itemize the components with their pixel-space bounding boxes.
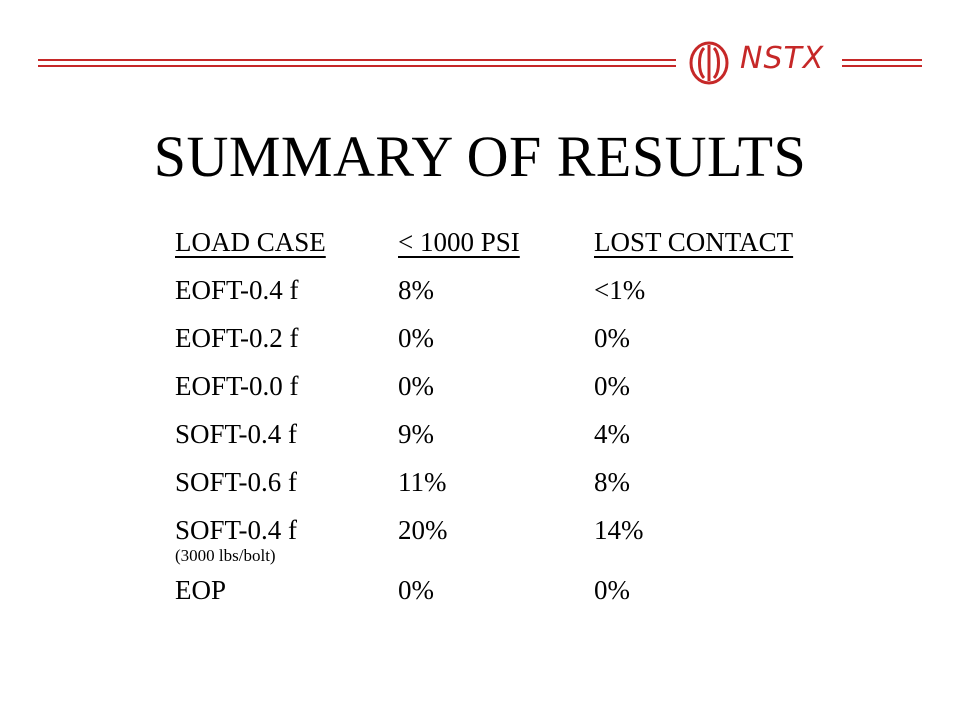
table-row — [175, 510, 875, 570]
header-rule-top — [38, 59, 676, 61]
nstx-emblem-icon — [688, 40, 734, 86]
load-case-cell: SOFT-0.4 f — [175, 419, 298, 449]
psi-cell: 8% — [398, 275, 434, 305]
load-case-note: (3000 lbs/bolt) — [175, 546, 276, 565]
load-case-cell: SOFT-0.4 f — [175, 515, 298, 545]
lost-contact-cell: 8% — [594, 467, 630, 497]
table-row — [175, 270, 875, 318]
page-title: SUMMARY OF RESULTS — [153, 124, 807, 189]
load-case-cell: EOFT-0.2 f — [175, 323, 299, 353]
table-row — [175, 366, 875, 414]
psi-cell: 11% — [398, 467, 447, 497]
lost-contact-cell: 0% — [594, 575, 630, 605]
load-case-cell: EOP — [175, 575, 227, 605]
header-rule-right-top — [842, 59, 922, 61]
load-case-cell: EOFT-0.0 f — [175, 371, 299, 401]
load-case-cell: EOFT-0.4 f — [175, 275, 299, 305]
header-rule-right-bottom — [842, 65, 922, 67]
psi-cell: 9% — [398, 419, 434, 449]
lost-contact-cell: 14% — [594, 515, 644, 545]
table-row — [175, 462, 875, 510]
results-table — [175, 222, 875, 618]
table-header-row — [175, 222, 875, 270]
table-row — [175, 414, 875, 462]
table-row — [175, 570, 875, 618]
lost-contact-cell: 4% — [594, 419, 630, 449]
column-header-psi: < 1000 PSI — [398, 227, 520, 257]
load-case-cell: SOFT-0.6 f — [175, 467, 298, 497]
table-row — [175, 318, 875, 366]
lost-contact-cell: 0% — [594, 323, 630, 353]
psi-cell: 0% — [398, 371, 434, 401]
header-rule-bottom — [38, 65, 676, 67]
lost-contact-cell: <1% — [594, 275, 646, 305]
psi-cell: 0% — [398, 575, 434, 605]
psi-cell: 20% — [398, 515, 448, 545]
nstx-logo — [688, 40, 838, 86]
column-header-lost-contact: LOST CONTACT — [594, 227, 794, 257]
lost-contact-cell: 0% — [594, 371, 630, 401]
logo-text: NSTX — [740, 41, 825, 76]
psi-cell: 0% — [398, 323, 434, 353]
column-header-load-case: LOAD CASE — [175, 227, 326, 257]
